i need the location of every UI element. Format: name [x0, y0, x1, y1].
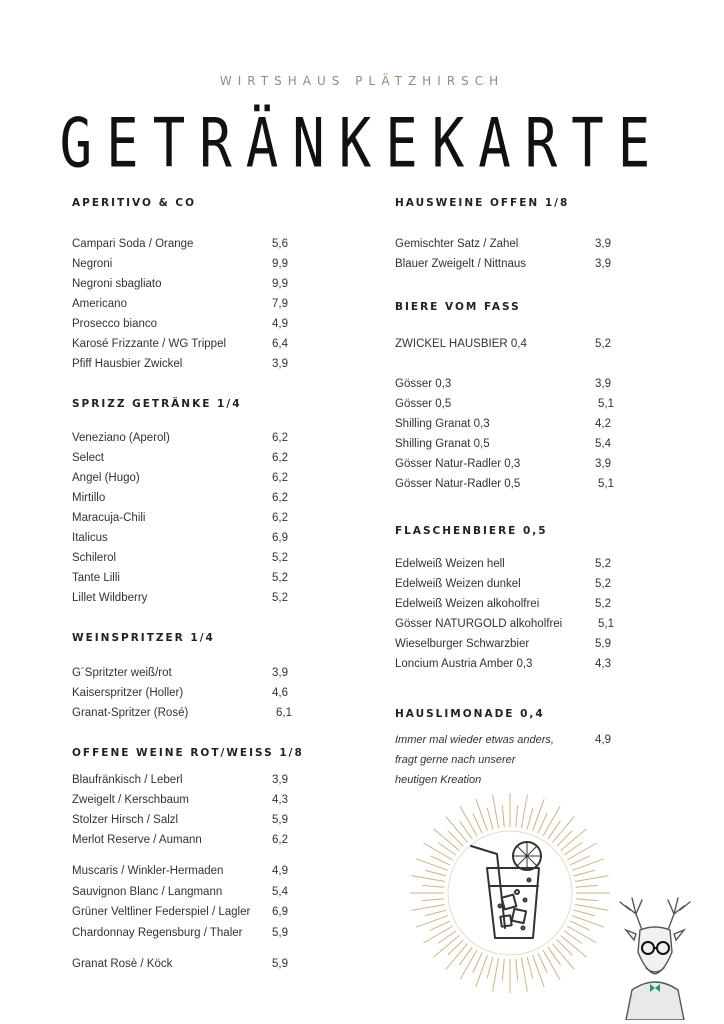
item-name: Tante Lilli [72, 572, 120, 584]
section-title-sprizz: SPRIZZ GETRÄNKE 1/4 [72, 398, 242, 410]
item-name: Granat Rosè / Köck [72, 958, 173, 970]
menu-item [72, 927, 288, 939]
item-name: Negroni [72, 258, 113, 270]
item-name: Merlot Reserve / Aumann [72, 834, 202, 846]
item-name: Select [72, 452, 104, 464]
menu-item [395, 558, 611, 570]
sunburst-ray [575, 904, 608, 910]
glass-backdrop [448, 831, 572, 955]
sunburst-ray [521, 958, 527, 991]
deer-with-glasses-icon [612, 890, 698, 1020]
item-price: 6,2 [272, 452, 288, 464]
cocktail-glass-icon [405, 788, 615, 998]
item-name: Schilerol [72, 552, 117, 564]
menu-item [395, 258, 611, 270]
sunburst-ray [476, 799, 488, 831]
item-name: Veneziano (Aperol) [72, 432, 170, 444]
item-price: 4,9 [595, 734, 611, 746]
menu-item [72, 552, 288, 564]
item-price: 6,4 [272, 338, 288, 350]
sunburst-ray [502, 959, 504, 981]
section-title-aperitivo: APERITIVO & CO [72, 197, 197, 209]
sunburst-ray [552, 816, 574, 842]
item-price: 9,9 [272, 258, 288, 270]
menu-item [395, 598, 611, 610]
menu-item [72, 794, 288, 806]
menu-item [395, 578, 611, 590]
sunburst-ray [416, 859, 448, 871]
hauslimonade-description [395, 730, 554, 790]
item-price: 3,9 [272, 667, 288, 679]
item-price: 3,9 [595, 378, 611, 390]
item-price: 6,2 [272, 432, 288, 444]
sunburst-ray [476, 955, 488, 987]
menu-item [72, 318, 288, 330]
item-price: 7,9 [272, 298, 288, 310]
item-name: Edelweiß Weizen alkoholfrei [395, 598, 540, 610]
sunburst-ray [425, 910, 446, 916]
sunburst-ray [493, 958, 499, 991]
item-price: 6,2 [272, 472, 288, 484]
menu-item [72, 572, 288, 584]
sunburst-ray [533, 955, 545, 987]
description-line: fragt gerne nach unserer [395, 754, 516, 766]
menu-item [72, 814, 288, 826]
sunburst-ray [460, 806, 477, 835]
menu-item [72, 492, 288, 504]
item-name: ZWICKEL HAUSBIER 0,4 [395, 338, 527, 350]
item-price: 4,3 [595, 658, 611, 670]
item-price: 4,9 [272, 865, 288, 877]
item-name: Gösser NATURGOLD alkoholfrei [395, 618, 563, 630]
menu-item [395, 618, 614, 630]
section-title-hauslimonade: HAUSLIMONADE 0,4 [395, 708, 545, 720]
sunburst-ray [567, 926, 596, 943]
item-name: Loncium Austria Amber 0,3 [395, 658, 533, 670]
menu-item [72, 298, 288, 310]
menu-item [72, 512, 288, 524]
menu-item [395, 238, 611, 250]
sunburst-ray [567, 843, 596, 860]
sunburst-ray [412, 904, 445, 910]
menu-item [72, 358, 288, 370]
sunburst-ray [446, 944, 468, 970]
item-name: Blaufränkisch / Leberl [72, 774, 183, 786]
item-price: 5,2 [272, 592, 288, 604]
item-price: 5,4 [595, 438, 611, 450]
item-price: 5,2 [595, 578, 611, 590]
menu-item [72, 834, 288, 846]
menu-item [395, 638, 611, 650]
item-name: Grüner Veltliner Federspiel / Lagler [72, 906, 251, 918]
item-price: 4,6 [272, 687, 288, 699]
item-name: Prosecco bianco [72, 318, 158, 330]
description-line: Immer mal wieder etwas anders, [395, 734, 554, 746]
menu-item [395, 658, 611, 670]
sunburst-ray [446, 816, 468, 842]
item-name: Gemischter Satz / Zahel [395, 238, 519, 250]
item-name: Kaiserspritzer (Holler) [72, 687, 184, 699]
item-price: 5,1 [598, 478, 614, 490]
item-price: 3,9 [595, 238, 611, 250]
item-name: Edelweiß Weizen hell [395, 558, 505, 570]
sunburst-ray [460, 950, 477, 979]
menu-item [72, 707, 292, 719]
menu-item [395, 418, 611, 430]
sunburst-ray [576, 899, 598, 901]
sunburst-ray [422, 885, 444, 887]
item-price: 5,2 [272, 552, 288, 564]
item-price: 4,3 [272, 794, 288, 806]
item-name: Chardonnay Regensburg / Thaler [72, 927, 243, 939]
item-price: 3,9 [272, 358, 288, 370]
menu-item [395, 438, 611, 450]
sunburst-ray [561, 829, 587, 851]
item-price: 5,1 [598, 398, 614, 410]
menu-item [72, 958, 288, 970]
item-name: Italicus [72, 532, 108, 544]
item-price: 4,9 [272, 318, 288, 330]
menu-item [72, 774, 288, 786]
item-name: Gösser Natur-Radler 0,3 [395, 458, 521, 470]
item-name: Angel (Hugo) [72, 472, 140, 484]
sunburst-ray [543, 806, 560, 835]
item-name: Gösser Natur-Radler 0,5 [395, 478, 521, 490]
item-name: Americano [72, 298, 127, 310]
menu-item [395, 458, 611, 470]
item-price: 5,9 [272, 958, 288, 970]
sunburst-ray [533, 799, 545, 831]
sunburst-ray [422, 899, 444, 901]
sunburst-ray [552, 944, 574, 970]
sunburst-ray [572, 859, 604, 871]
item-price: 6,2 [272, 492, 288, 504]
item-name: Gösser 0,5 [395, 398, 452, 410]
item-name: Gösser 0,3 [395, 378, 452, 390]
item-price: 5,9 [595, 638, 611, 650]
item-name: G´Spritzter weiß/rot [72, 667, 172, 679]
sunburst-ray [574, 910, 595, 916]
menu-item [72, 687, 288, 699]
item-name: Karosé Frizzante / WG Trippel [72, 338, 227, 350]
page-title: GETRÄNKEKARTE [59, 104, 665, 183]
section-title-offene-weine: OFFENE WEINE ROT/WEISS 1/8 [72, 747, 304, 759]
menu-item [72, 452, 288, 464]
sunburst-ray [574, 870, 595, 876]
menu-item [72, 472, 288, 484]
menu-item [72, 338, 288, 350]
sunburst-ray [543, 950, 560, 979]
sunburst-ray [575, 876, 608, 882]
item-price: 5,1 [598, 618, 614, 630]
menu-item [72, 592, 288, 604]
description-line: heutigen Kreation [395, 774, 482, 786]
item-price: 5,6 [272, 238, 288, 250]
menu-item [72, 532, 288, 544]
item-name: Negroni sbagliato [72, 278, 162, 290]
sunburst-ray [502, 805, 504, 827]
sunburst-ray [493, 795, 499, 828]
section-title-weinspritzer: WEINSPRITZER 1/4 [72, 632, 215, 644]
sunburst-ray [412, 876, 445, 882]
sunburst-ray [576, 885, 598, 887]
menu-item [395, 398, 614, 410]
item-name: Zweigelt / Kerschbaum [72, 794, 189, 806]
item-price: 5,2 [595, 598, 611, 610]
item-price: 3,9 [595, 458, 611, 470]
item-name: Mirtillo [72, 492, 106, 504]
menu-item [72, 667, 288, 679]
item-price: 3,9 [595, 258, 611, 270]
item-price: 5,9 [272, 814, 288, 826]
menu-item [72, 865, 288, 877]
item-price: 6,2 [272, 512, 288, 524]
sunburst-ray [516, 805, 518, 827]
restaurant-name: WIRTSHAUS PLÄTZHIRSCH [219, 74, 505, 88]
item-name: Lillet Wildberry [72, 592, 148, 604]
item-name: Stolzer Hirsch / Salzl [72, 814, 179, 826]
item-name: Maracuja-Chili [72, 512, 146, 524]
menu-item [72, 258, 288, 270]
item-price: 6,2 [272, 834, 288, 846]
sunburst-ray [416, 916, 448, 928]
item-price: 5,2 [595, 338, 611, 350]
item-name: Shilling Granat 0,5 [395, 438, 490, 450]
menu-item [72, 238, 288, 250]
section-title-flaschenbiere: FLASCHENBIERE 0,5 [395, 525, 548, 537]
item-name: Blauer Zweigelt / Nittnaus [395, 258, 527, 270]
sunburst-ray [572, 916, 604, 928]
sunburst-ray [448, 831, 464, 847]
sunburst-ray [423, 843, 452, 860]
menu-item [72, 432, 288, 444]
menu-item [395, 378, 611, 390]
sunburst-ray [423, 926, 452, 943]
item-price: 5,9 [272, 927, 288, 939]
sunburst-ray [487, 957, 493, 978]
item-name: Granat-Spritzer (Rosé) [72, 707, 189, 719]
sunburst-ray [527, 957, 533, 978]
section-title-hausweine: HAUSWEINE OFFEN 1/8 [395, 197, 570, 209]
sunburst-ray [557, 940, 573, 956]
sunburst-ray [433, 829, 459, 851]
item-price: 6,9 [272, 532, 288, 544]
sunburst-ray [425, 870, 446, 876]
item-name: Muscaris / Winkler-Hermaden [72, 865, 224, 877]
menu-item [395, 338, 611, 350]
menu-item [72, 278, 288, 290]
menu-item [395, 478, 614, 490]
sunburst-ray [433, 935, 459, 957]
menu-item [72, 906, 288, 918]
sunburst-ray [448, 940, 464, 956]
section-title-biere-fass: BIERE VOM FASS [395, 301, 521, 313]
sunburst-ray [561, 935, 587, 957]
item-price: 5,2 [272, 572, 288, 584]
item-price: 5,4 [272, 886, 288, 898]
item-price: 5,2 [595, 558, 611, 570]
sunburst-ray [516, 959, 518, 981]
menu-item [72, 886, 288, 898]
sunburst-ray [521, 795, 527, 828]
item-price: 9,9 [272, 278, 288, 290]
item-name: Edelweiß Weizen dunkel [395, 578, 521, 590]
item-name: Sauvignon Blanc / Langmann [72, 886, 223, 898]
item-name: Pfiff Hausbier Zwickel [72, 358, 183, 370]
item-price: 6,1 [276, 707, 292, 719]
item-price: 4,2 [595, 418, 611, 430]
sunburst-ray [527, 808, 533, 829]
item-price: 6,9 [272, 906, 288, 918]
item-price: 3,9 [272, 774, 288, 786]
item-name: Wieselburger Schwarzbier [395, 638, 530, 650]
sunburst-ray [557, 831, 573, 847]
item-name: Campari Soda / Orange [72, 238, 194, 250]
item-name: Shilling Granat 0,3 [395, 418, 490, 430]
sunburst-ray [487, 808, 493, 829]
